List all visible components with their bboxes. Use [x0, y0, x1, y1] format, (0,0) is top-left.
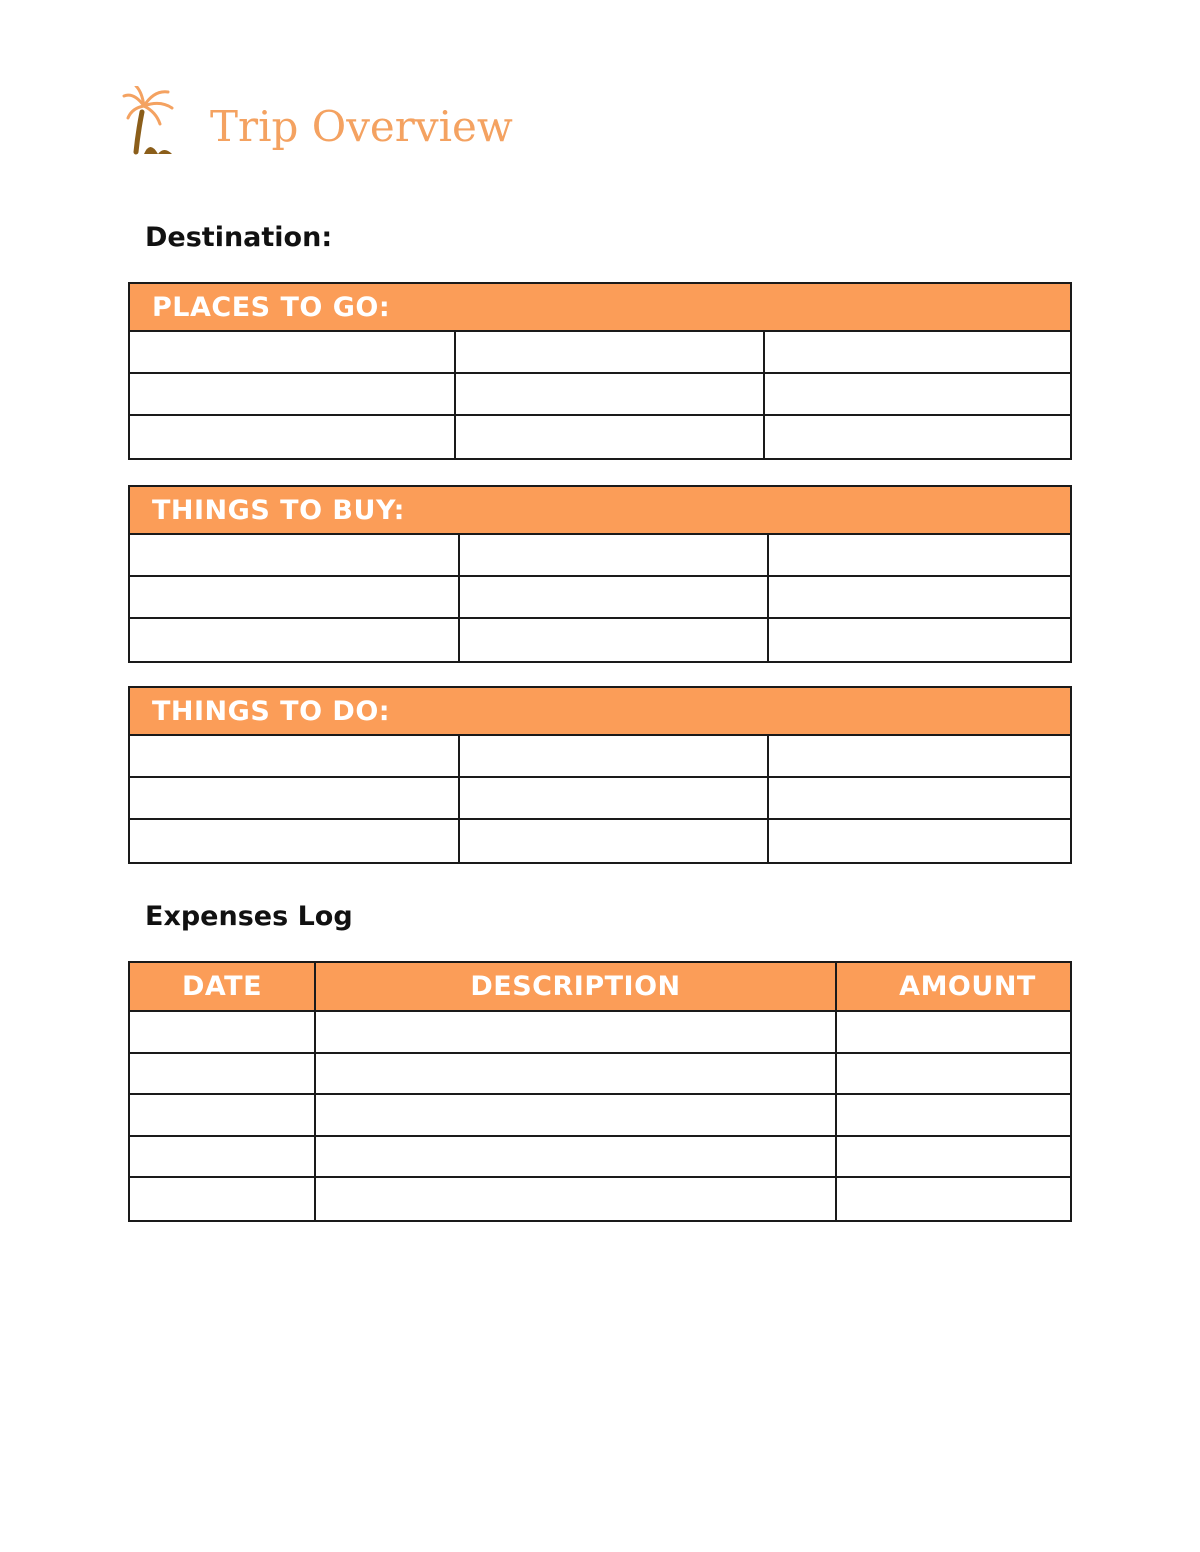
table-cell[interactable]	[456, 374, 765, 414]
amount-cell[interactable]	[837, 1054, 1070, 1094]
table-row	[130, 619, 1070, 661]
column-header-description: DESCRIPTION	[316, 963, 837, 1010]
table-cell[interactable]	[769, 820, 1070, 862]
table-row	[130, 1095, 1070, 1137]
date-cell[interactable]	[130, 1054, 316, 1094]
table-cell[interactable]	[456, 416, 765, 458]
table-cell[interactable]	[130, 332, 456, 372]
table-cell[interactable]	[130, 577, 460, 617]
table-cell[interactable]	[130, 416, 456, 458]
things-to-buy-table	[128, 485, 1072, 663]
table-cell[interactable]	[460, 820, 769, 862]
amount-cell[interactable]	[837, 1137, 1070, 1177]
table-cell[interactable]	[456, 332, 765, 372]
table-cell[interactable]	[765, 416, 1070, 458]
table-cell[interactable]	[130, 535, 460, 575]
table-cell[interactable]	[769, 577, 1070, 617]
description-cell[interactable]	[316, 1054, 837, 1094]
table-row	[130, 778, 1070, 820]
description-cell[interactable]	[316, 1137, 837, 1177]
table-cell[interactable]	[765, 374, 1070, 414]
date-cell[interactable]	[130, 1012, 316, 1052]
table-row	[130, 1054, 1070, 1096]
table-cell[interactable]	[765, 332, 1070, 372]
places-to-go-header	[130, 284, 1070, 332]
table-header-row	[130, 963, 1070, 1012]
expenses-log-table	[128, 961, 1072, 1222]
things-to-do-header	[130, 688, 1070, 736]
amount-cell[interactable]	[837, 1012, 1070, 1052]
expenses-log-label: Expenses Log	[145, 901, 353, 932]
things-to-buy-title: THINGS TO BUY:	[152, 494, 405, 526]
table-cell[interactable]	[130, 736, 460, 776]
table-cell[interactable]	[460, 577, 769, 617]
table-cell[interactable]	[769, 535, 1070, 575]
table-row	[130, 736, 1070, 778]
table-row	[130, 1178, 1070, 1220]
description-cell[interactable]	[316, 1012, 837, 1052]
destination-label: Destination:	[145, 222, 333, 253]
table-cell[interactable]	[769, 778, 1070, 818]
places-to-go-table	[128, 282, 1072, 460]
table-row	[130, 577, 1070, 619]
amount-cell[interactable]	[837, 1095, 1070, 1135]
palm-tree-icon	[122, 86, 178, 158]
amount-cell[interactable]	[837, 1178, 1070, 1220]
description-cell[interactable]	[316, 1178, 837, 1220]
things-to-do-table	[128, 686, 1072, 864]
places-to-go-title: PLACES TO GO:	[152, 291, 391, 323]
table-cell[interactable]	[769, 619, 1070, 661]
table-cell[interactable]	[130, 778, 460, 818]
column-header-date: DATE	[130, 963, 316, 1010]
table-cell[interactable]	[130, 374, 456, 414]
table-row	[130, 1012, 1070, 1054]
table-cell[interactable]	[460, 736, 769, 776]
page-title: Trip Overview	[210, 101, 513, 151]
date-cell[interactable]	[130, 1137, 316, 1177]
description-cell[interactable]	[316, 1095, 837, 1135]
things-to-do-title: THINGS TO DO:	[152, 695, 391, 727]
table-row	[130, 416, 1070, 458]
table-cell[interactable]	[769, 736, 1070, 776]
document-header	[122, 86, 513, 158]
table-cell[interactable]	[130, 820, 460, 862]
table-cell[interactable]	[460, 619, 769, 661]
table-row	[130, 332, 1070, 374]
things-to-buy-header	[130, 487, 1070, 535]
table-row	[130, 820, 1070, 862]
date-cell[interactable]	[130, 1178, 316, 1220]
table-row	[130, 535, 1070, 577]
table-row	[130, 1137, 1070, 1179]
table-row	[130, 374, 1070, 416]
table-cell[interactable]	[130, 619, 460, 661]
column-header-amount: AMOUNT	[899, 971, 1036, 1002]
date-cell[interactable]	[130, 1095, 316, 1135]
table-cell[interactable]	[460, 778, 769, 818]
table-cell[interactable]	[460, 535, 769, 575]
